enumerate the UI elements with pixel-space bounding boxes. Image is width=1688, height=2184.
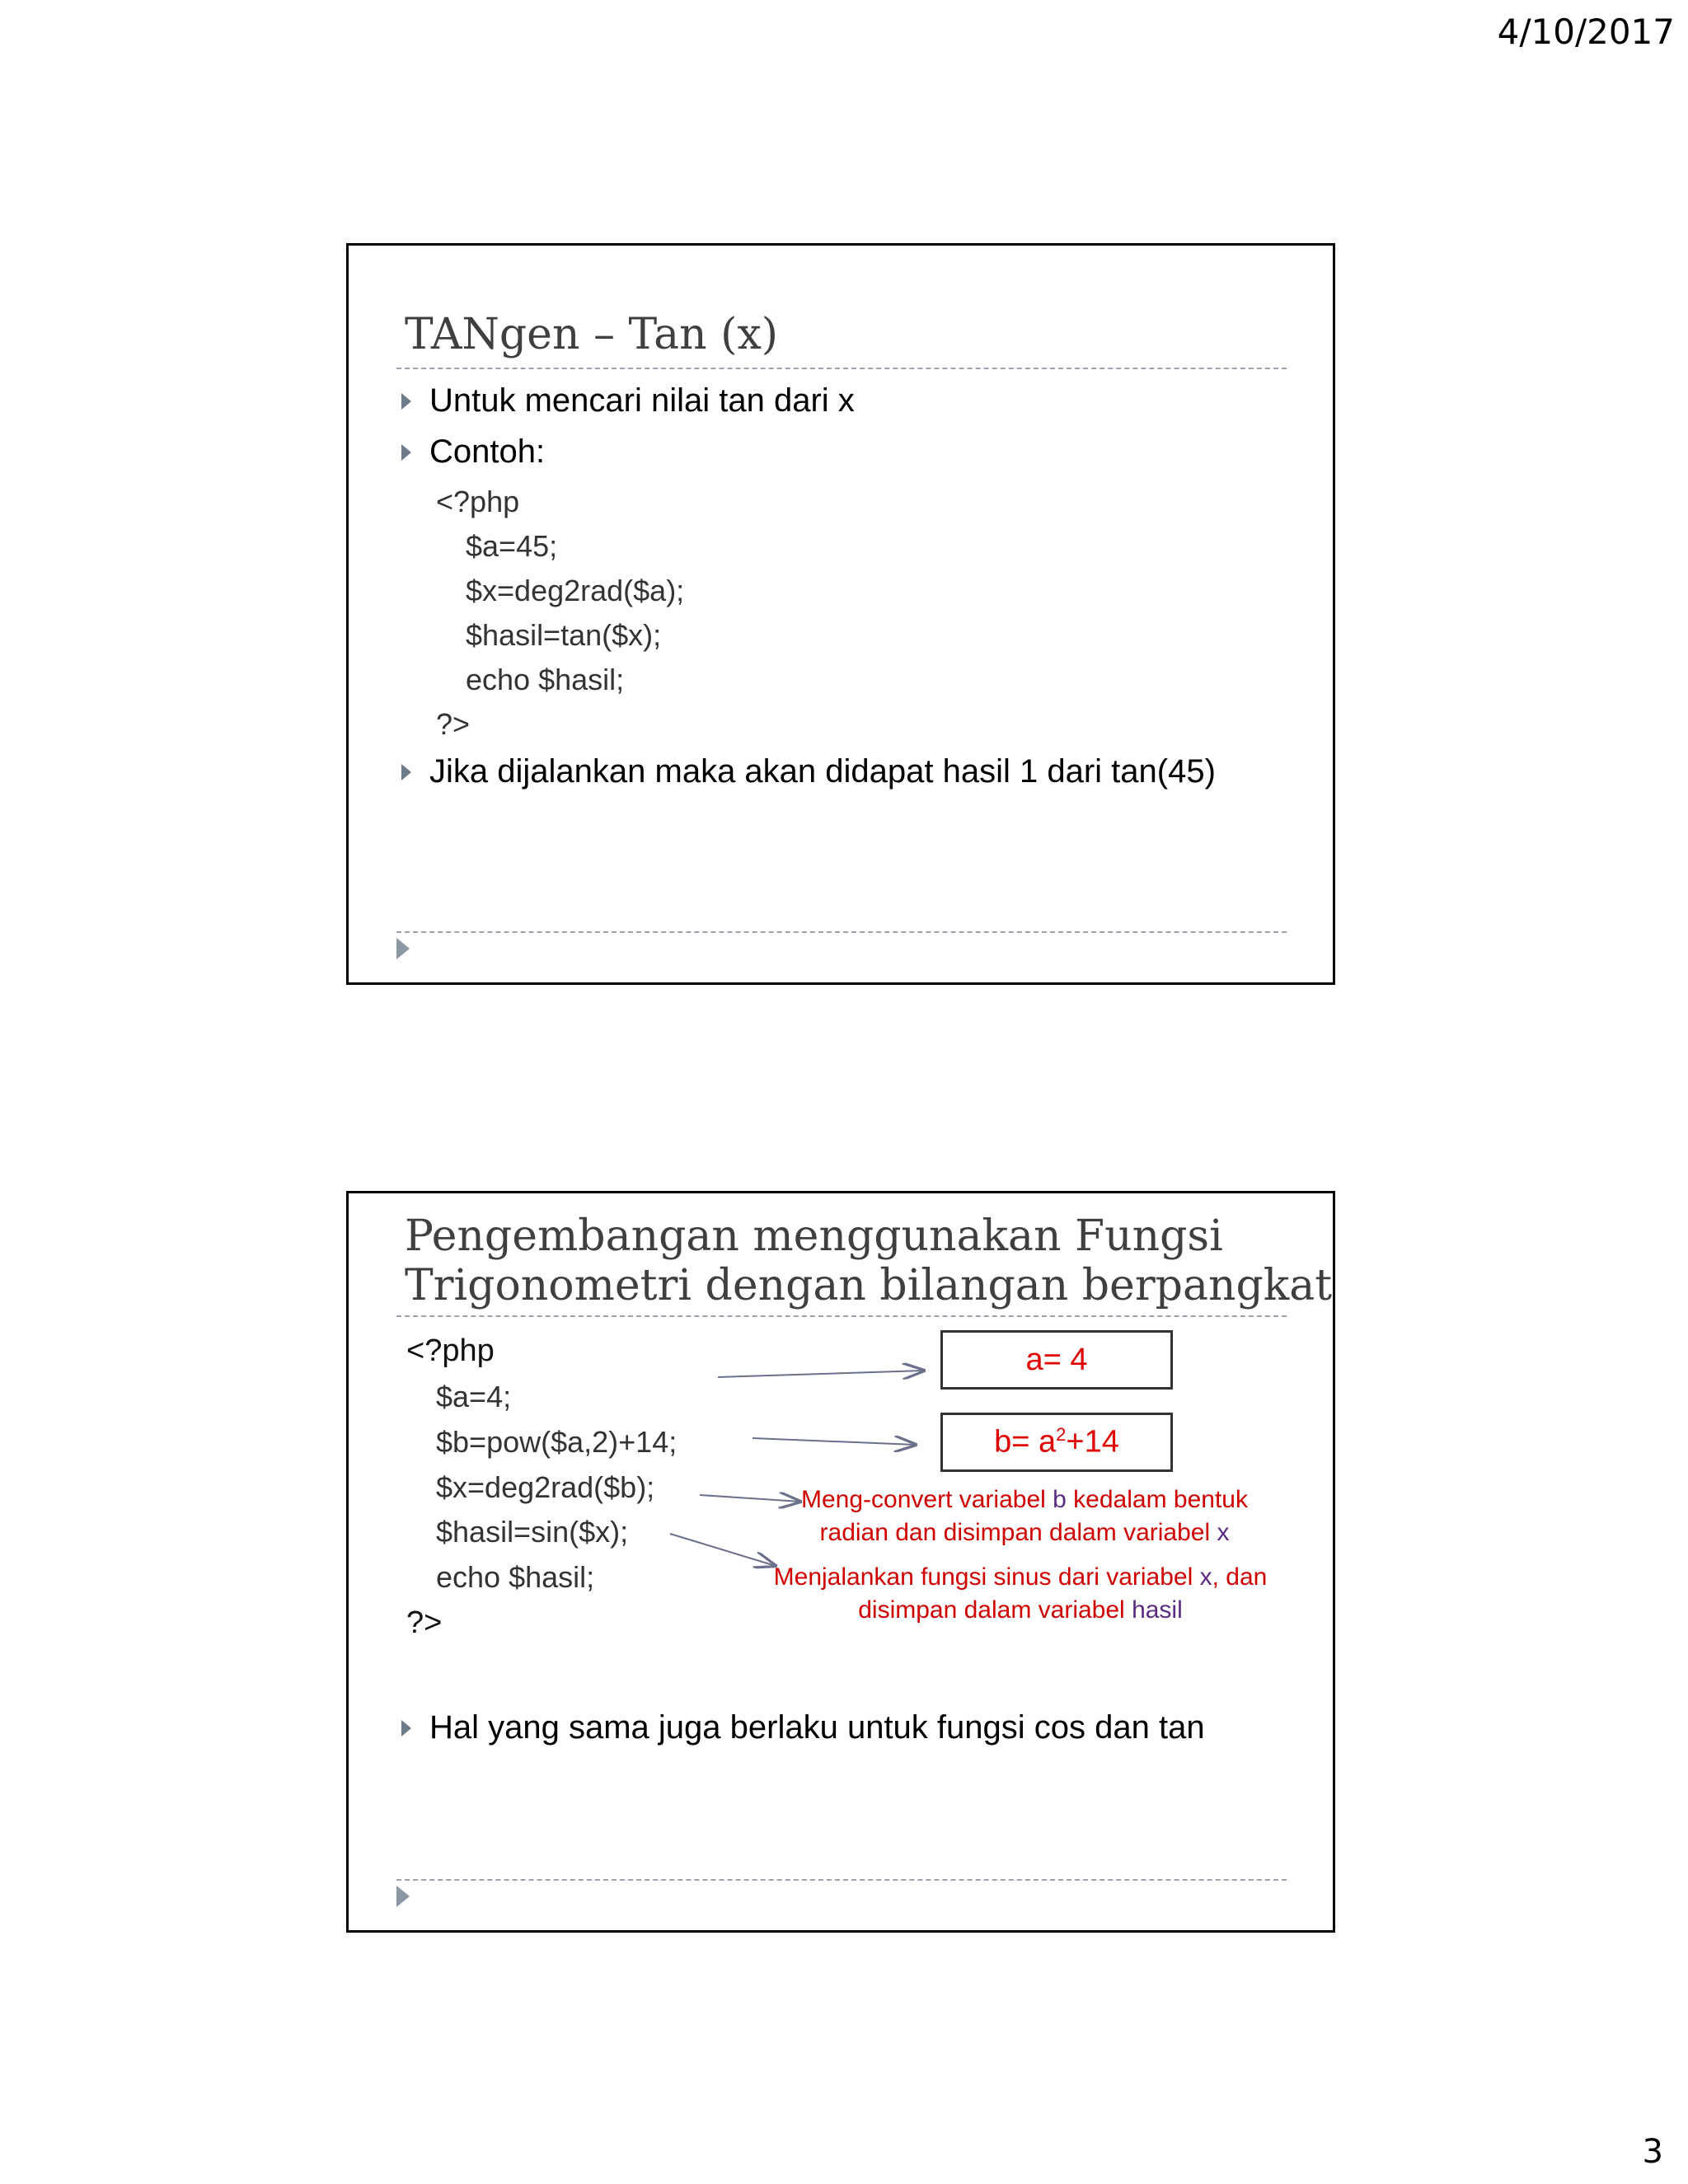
slide-title: TANgen – Tan (x) (405, 310, 779, 359)
triangle-bullet-icon (401, 393, 411, 410)
annotation-deg2rad: Meng-convert variabel b kedalam bentuk radian dan disimpan dalam variabel x (801, 1486, 1248, 1546)
footer-divider (396, 931, 1287, 933)
arrow-to-note2 (670, 1534, 776, 1566)
triangle-corner-icon (396, 1886, 410, 1907)
code-line: $hasil=sin($x); (436, 1515, 629, 1549)
code-line: <?php (406, 1333, 495, 1368)
result-text: $b= a^2+14$ (994, 1424, 1119, 1460)
title-divider (396, 368, 1287, 369)
slide-pengembangan (346, 1191, 1335, 1933)
code-line: ?> (436, 707, 471, 741)
triangle-corner-icon (396, 938, 410, 959)
code-line: $x=deg2rad($b); (436, 1470, 655, 1504)
title-line: Trigonometri dengan bilangan berpangkat (405, 1261, 1333, 1310)
arrow-to-box-a (718, 1371, 924, 1377)
bullet-text: Hal yang sama juga berlaku untuk fungsi cos dan tan (429, 1709, 1205, 1746)
page-number: 3 (1642, 2133, 1663, 2171)
result-text: a= 4 (1025, 1342, 1088, 1377)
bullet-text: Untuk mencari nilai tan dari x (429, 382, 855, 419)
code-line: ?> (406, 1605, 443, 1640)
bullet-item (401, 753, 1216, 790)
arrow-to-box-b (753, 1438, 916, 1445)
code-line: $a=45; (466, 529, 558, 563)
code-line: echo $hasil; (436, 1560, 595, 1594)
bullet-item (401, 434, 545, 471)
slide-tangen (346, 243, 1335, 985)
code-line: $hasil=tan($x); (466, 618, 662, 652)
annotation-sin: Menjalankan fungsi sinus dari variabel x, dan disimpan dalam variabel hasil (773, 1563, 1268, 1624)
title-line: Pengembangan menggunakan Fungsi (405, 1212, 1223, 1261)
triangle-bullet-icon (401, 444, 411, 461)
page-date: 4/10/2017 (1497, 12, 1675, 52)
code-line: <?php (436, 485, 520, 518)
bullet-text: Jika dijalankan maka akan didapat hasil 1 dari tan(45) (429, 753, 1216, 790)
triangle-bullet-icon (401, 1720, 411, 1736)
triangle-bullet-icon (401, 764, 411, 780)
footer-divider (396, 1879, 1287, 1881)
code-line: $a=4; (436, 1380, 512, 1413)
annotation-arrows (349, 1193, 1338, 1935)
code-line: $x=deg2rad($a); (466, 574, 685, 607)
bullet-item (401, 382, 855, 419)
code-line: echo $hasil; (466, 663, 625, 696)
bullet-item (401, 1709, 1205, 1746)
bullet-text: Contoh: (429, 434, 546, 470)
arrow-to-note1 (700, 1495, 800, 1502)
code-line: $b=pow($a,2)+14; (436, 1425, 678, 1459)
